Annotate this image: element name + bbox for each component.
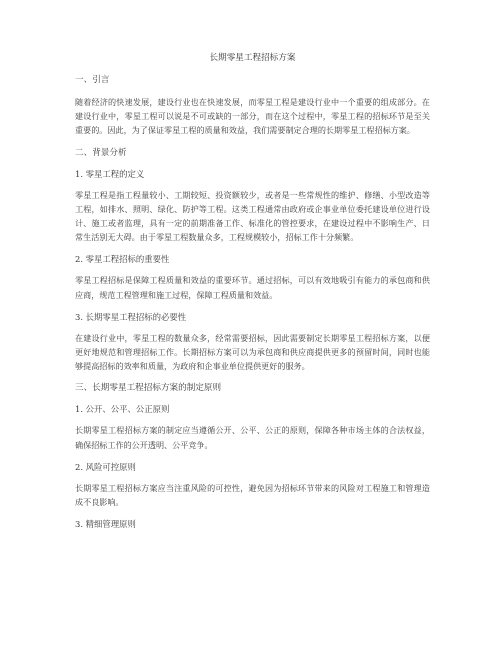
risk-paragraph: 长期零星工程招标方案应当注重风险的可控性，避免因为招标环节带来的风险对工程施工和管理造成不良影响。 [75,482,430,508]
subheading-definition: 1. 零星工程的定义 [75,168,145,179]
subheading-necessity: 3. 长期零星工程招标的必要性 [75,311,187,322]
necessity-paragraph: 在建设行业中，零星工程的数量众多，经常需要招标，因此需要制定长期零星工程招标方案，以便更好地规范和管理招标工作。长期招标方案可以为承包商和供应商提供更多的预留时间，同时也能够提高招标的效率和质量，为政府和企事业单位提供更好的服务。 [75,332,430,372]
subheading-fine-management: 3. 精细管理原则 [75,519,136,530]
subheading-risk: 2. 风险可控原则 [75,461,136,472]
intro-paragraph: 随着经济的快速发展，建设行业也在快速发展，而零星工程是建设行业中一个重要的组成部分。在建设行业中，零星工程可以说是不可或缺的一部分，而在这个过程中，零星工程的招标环节是至关重要的。因此，为了保证零星工程的质量和效益，我们需要制定合理的长期零星工程招标方案。 [75,97,430,136]
section-heading-principles: 三、长期零星工程招标方案的制定原则 [75,383,222,394]
section-heading-intro: 一、引言 [75,75,110,85]
importance-paragraph: 零星工程招标是保障工程质量和效益的重要环节。通过招标，可以有效地吸引有能力的承包商和供应商，规范工程管理和施工过程，保障工程质量和效益。 [75,275,430,300]
definition-paragraph: 零星工程是指工程量较小、工期较短、投资额较少，或者是一些常规性的维护、修缮、小型改造等工程，如排水、照明、绿化、防护等工程。这类工程通常由政府或企事业单位委托建设单位进行设计、施工或者监理，具有一定的前期准备工作、标准化的管控要求，在建设过程中不影响生产、日常生活别无大碍。由于零星工程数量众多，工程规模较小，招标工作十分频繁。 [75,189,430,243]
subheading-importance: 2. 零星工程招标的重要性 [75,254,170,265]
subheading-open-fair: 1. 公开、公平、公正原则 [75,404,170,415]
document-title: 长期零星工程招标方案 [209,53,296,63]
open-fair-paragraph: 长期零星工程招标方案的制定应当遵循公开、公平、公正的原则，保障各种市场主体的合法权益，确保招标工作的公开透明、公平竞争。 [75,425,430,450]
section-heading-background: 二、背景分析 [75,147,127,158]
document-page [75,52,430,538]
